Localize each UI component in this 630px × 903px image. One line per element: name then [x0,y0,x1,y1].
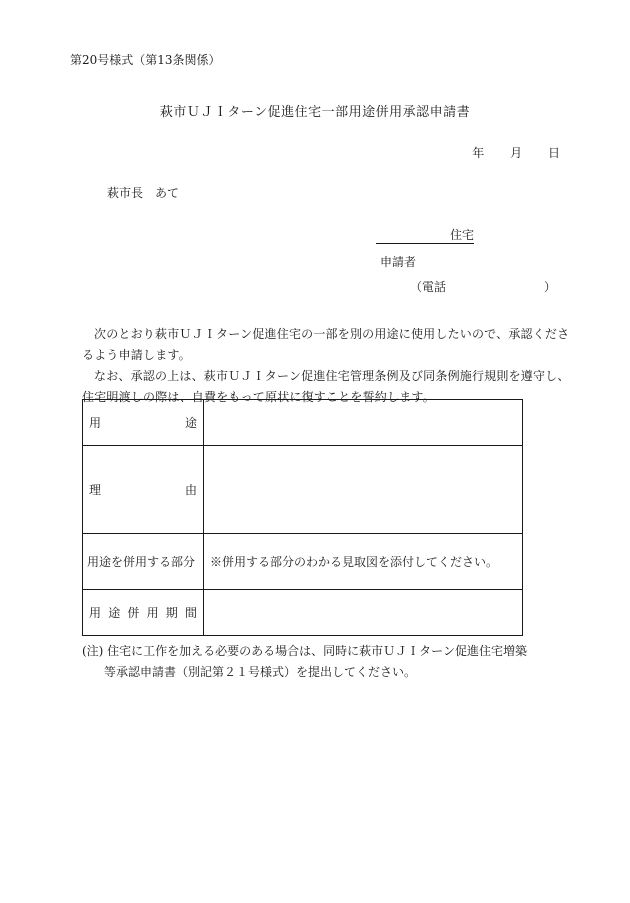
label-char: 期 [165,605,178,620]
phone-open-label: （電話 [410,280,447,294]
note [82,641,582,683]
form-number: 第20号様式（第13条関係） [70,53,221,67]
reason-field[interactable] [204,446,523,534]
label-char: 理 [89,482,102,497]
label-reason [83,446,204,534]
table-row-shared-part [83,534,523,590]
label-shared-part: 用途を併用する部分 [83,534,204,590]
label-char: 用 [89,605,102,620]
label-shared-period [83,590,204,636]
document-title: 萩市ＵＪＩターン促進住宅一部用途併用承認申請書 [159,105,471,120]
shared-part-field[interactable]: ※併用する部分のわかる見取図を添付してください。 [204,534,523,590]
date-line [450,147,560,159]
table-row-shared-period [83,590,523,636]
label-char: 由 [184,482,197,497]
label-char: 併 [127,605,140,620]
residence-field[interactable] [376,229,474,244]
date-day: 日 [547,146,560,160]
date-year: 年 [472,146,485,160]
note-line-1: (注) 住宅に工作を加える必要のある場合は、同時に萩市ＵＪＩターン促進住宅増築 [82,644,527,658]
applicant-label: 申請者 [380,255,417,269]
note-line-2: 等承認申請書（別記第２１号様式）を提出してください。 [104,665,417,679]
statement-paragraph-1: 次のとおり萩市ＵＪＩターン促進住宅の一部を別の用途に使用したいので、承認くださるよう申請します。 [82,327,570,362]
purpose-field[interactable] [204,400,523,446]
application-table [82,399,523,636]
residence-label: 住宅 [449,228,474,242]
application-statement [82,324,572,408]
table-row-reason [83,446,523,534]
table-row-purpose [83,400,523,446]
label-char: 間 [184,605,197,620]
addressee: 萩市長 あて [107,186,180,200]
label-char: 用 [89,415,102,430]
label-purpose [83,400,204,446]
shared-period-field[interactable] [204,590,523,636]
phone-close-paren: ） [543,280,556,294]
statement-paragraph-2: なお、承認の上は、萩市ＵＪＩターン促進住宅管理条例及び同条例施行規則を遵守し、住宅明渡しの際は、自費をもって原状に復すことを誓約します。 [82,369,570,404]
label-char: 途 [184,415,197,430]
label-char: 途 [108,605,121,620]
label-char: 用 [146,605,159,620]
phone-field[interactable] [410,281,556,293]
date-month: 月 [510,146,523,160]
